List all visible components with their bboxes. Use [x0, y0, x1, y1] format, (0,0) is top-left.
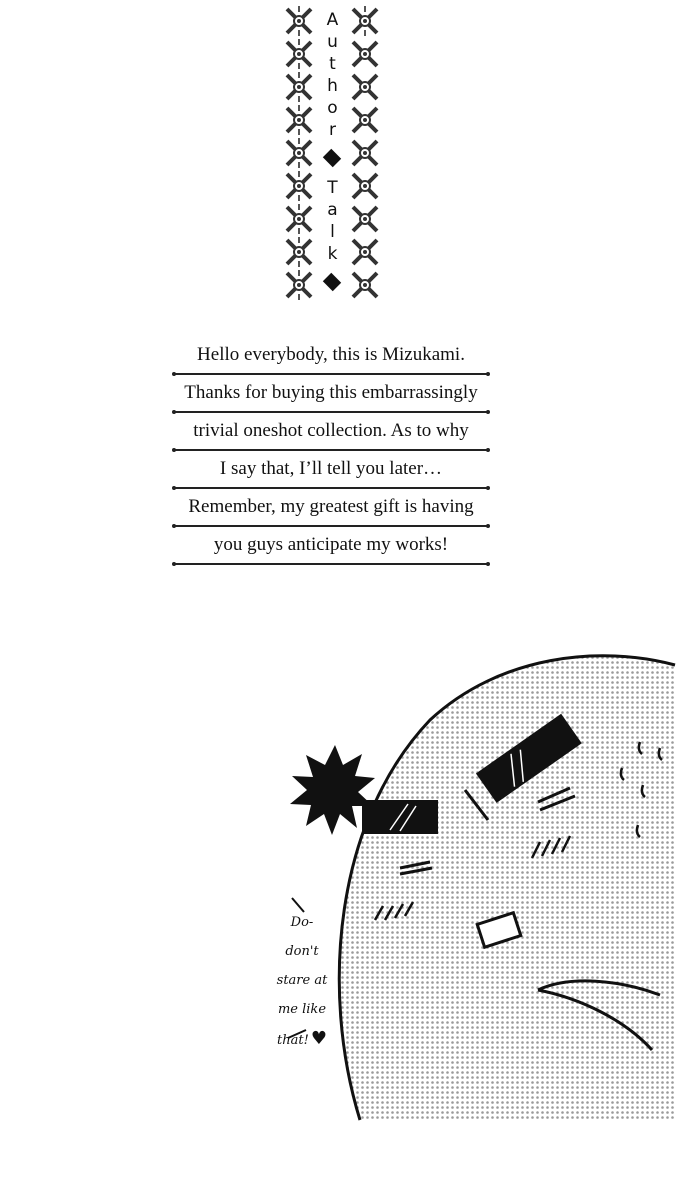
head-shape — [339, 656, 675, 1120]
ruled-line — [174, 525, 488, 527]
message-line-text: Hello everybody, this is Mizukami. — [197, 344, 465, 365]
heart-icon: ♥ — [310, 1028, 327, 1049]
ruled-line — [174, 449, 488, 451]
message-line-text: I say that, I’ll tell you later… — [219, 458, 443, 479]
author-avatar-illustration — [240, 630, 700, 1140]
floral-ornament-right-icon — [350, 6, 380, 306]
speech-line-last — [262, 1024, 342, 1055]
message-line — [168, 376, 494, 414]
ruled-line — [174, 373, 488, 375]
speech-text — [262, 908, 342, 1055]
message-line — [168, 490, 494, 528]
title-word-talk: Talk — [322, 178, 343, 266]
speech-line: Do- — [290, 915, 314, 930]
diamond-icon — [323, 273, 341, 291]
message-line — [168, 338, 494, 376]
blushing-face-illustration — [240, 630, 700, 1140]
speech-line: stare at — [276, 973, 328, 988]
ruled-line — [174, 563, 488, 565]
author-message — [168, 338, 494, 566]
speech-line: don't — [285, 944, 319, 959]
message-line-text: you guys anticipate my works! — [213, 534, 449, 555]
message-line — [168, 414, 494, 452]
title-word-author: Author — [322, 10, 343, 142]
ruled-line — [174, 411, 488, 413]
message-line-text: Thanks for buying this embarrassingly — [184, 382, 478, 403]
message-line — [168, 528, 494, 566]
author-talk-title — [318, 10, 346, 302]
message-line-text: Remember, my greatest gift is having — [188, 496, 474, 517]
message-line-text: trivial oneshot collection. As to why — [193, 420, 469, 441]
diamond-icon — [323, 149, 341, 167]
message-line — [168, 452, 494, 490]
floral-ornament-left-icon — [284, 6, 314, 306]
author-talk-banner — [280, 6, 384, 306]
speech-line: that! — [277, 1033, 309, 1048]
speech-line: me like — [277, 1002, 327, 1017]
ruled-line — [174, 487, 488, 489]
